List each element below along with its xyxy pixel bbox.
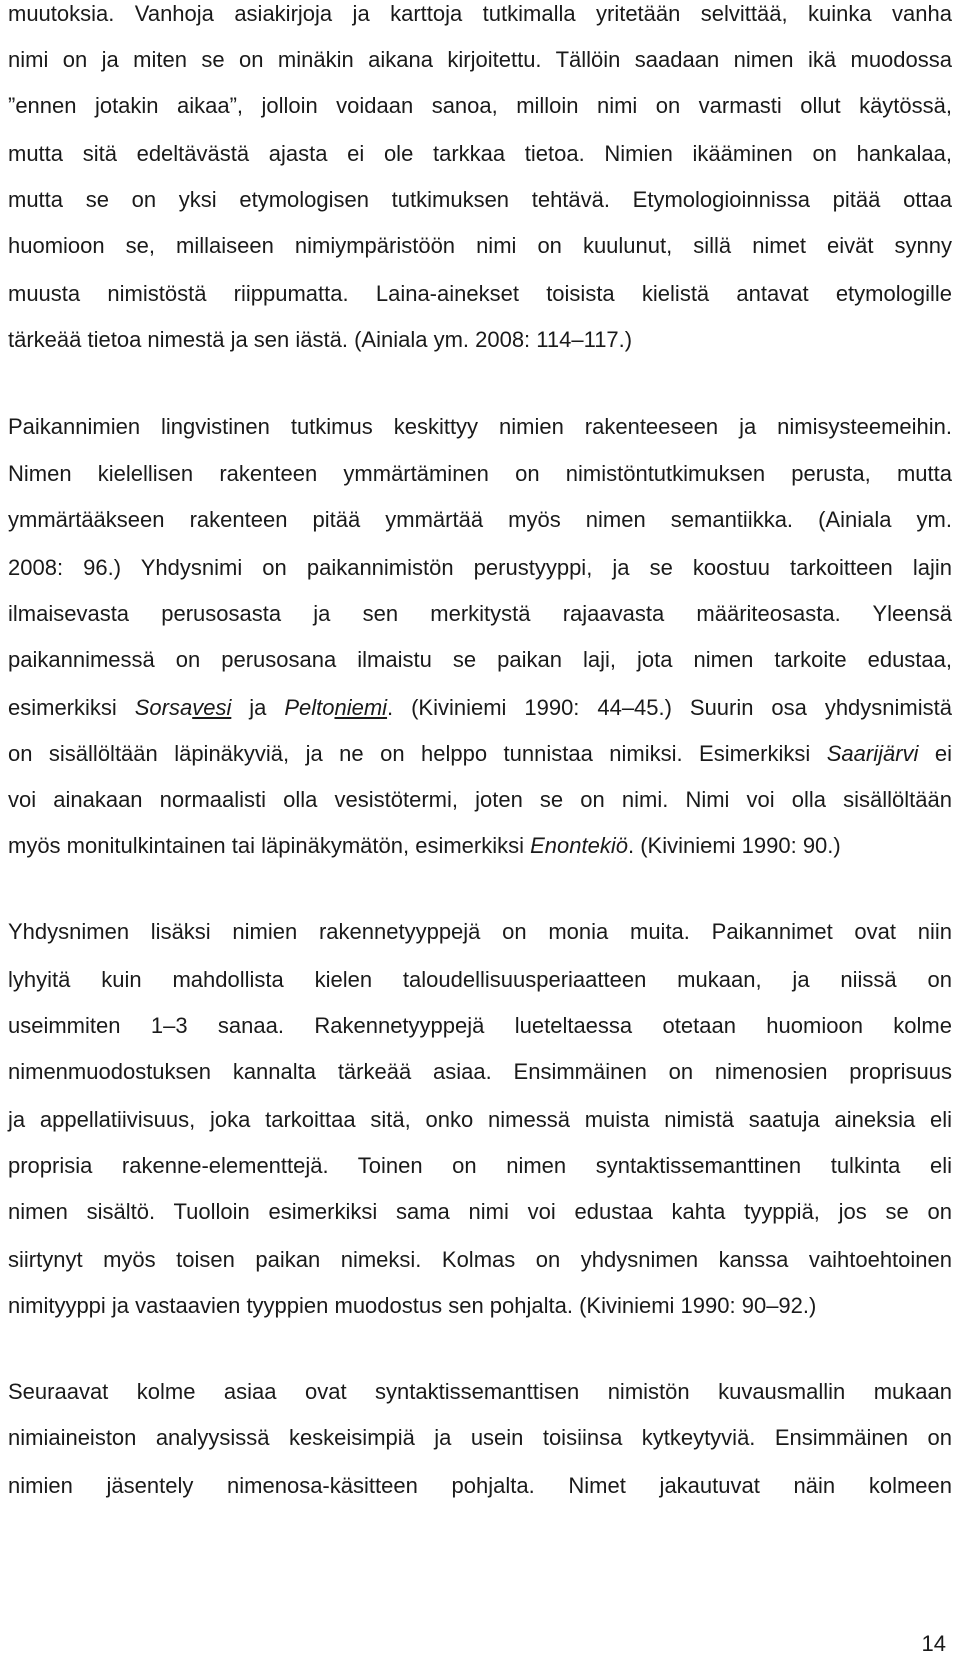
text-line — [8, 554, 952, 582]
text-segment: nimityyppi ja vastaavien tyyppien muodostus sen pohjalta. (Kiviniemi 1990: 90–92.) — [8, 1293, 817, 1318]
text-segment: paikannimessä on perusosana ilmaistu se paikan laji, jota nimen tarkoite edustaa, — [8, 647, 952, 672]
text-line — [8, 1106, 952, 1134]
text-segment: proprisia rakenne-elementtejä. Toinen on nimen syntaktissemanttinen tulkinta eli — [8, 1153, 952, 1178]
text-line — [8, 413, 952, 441]
text-line — [8, 1424, 952, 1452]
text-segment: nimien jäsentely nimenosa-käsitteen pohjalta. Nimet jakautuvat näin kolmeen — [8, 1473, 952, 1498]
text-segment: ymmärtääkseen rakenteen pitää ymmärtää myös nimen semantiikka. (Ainiala ym. — [8, 507, 952, 532]
text-line — [8, 740, 952, 768]
text-line — [8, 694, 952, 722]
text-line — [8, 0, 952, 28]
emphasized-text: Sorsa — [134, 695, 193, 720]
emphasized-text: Pelto — [284, 695, 335, 720]
text-line — [8, 832, 952, 860]
text-line — [8, 92, 952, 120]
text-line — [8, 1246, 952, 1274]
text-segment: nimen sisältö. Tuolloin esimerkiksi sama nimi voi edustaa kahta tyyppiä, jos se on — [8, 1199, 952, 1224]
text-segment: nimiaineiston analyysissä keskeisimpiä ja usein toisiinsa kytkeytyviä. Ensimmäinen on — [8, 1425, 952, 1450]
text-line — [8, 460, 952, 488]
text-segment: voi ainakaan normaalisti olla vesistötermi, joten se on nimi. Nimi voi olla sisällöltään — [8, 787, 952, 812]
emphasized-text: vesi — [192, 695, 232, 720]
text-line — [8, 1012, 952, 1040]
text-segment: ”ennen jotakin aikaa”, jolloin voidaan sanoa, milloin nimi on varmasti ollut käytössä, — [8, 93, 952, 118]
text-line — [8, 600, 952, 628]
text-segment: muusta nimistöstä riippumatta. Laina-ainekset toisista kielistä antavat etymologille — [8, 281, 952, 306]
text-segment: on sisällöltään läpinäkyviä, ja ne on helppo tunnistaa nimiksi. Esimerkiksi — [8, 741, 827, 766]
text-line — [8, 232, 952, 260]
text-segment: nimenmuodostuksen kannalta tärkeää asiaa. Ensimmäinen on nimenosien proprisuus — [8, 1059, 952, 1084]
text-line — [8, 918, 952, 946]
text-segment: lyhyitä kuin mahdollista kielen taloudellisuusperiaatteen mukaan, ja niissä on — [8, 967, 952, 992]
text-segment: huomioon se, millaiseen nimiympäristöön nimi on kuulunut, sillä nimet eivät synny — [8, 233, 952, 258]
text-line — [8, 140, 952, 168]
emphasized-text: Saarijärvi — [826, 741, 919, 766]
text-segment: Seuraavat kolme asiaa ovat syntaktissemanttisen nimistön kuvausmallin mukaan — [8, 1379, 952, 1404]
text-line — [8, 1152, 952, 1180]
text-segment: . (Kiviniemi 1990: 90.) — [627, 833, 841, 858]
text-segment: tärkeää tietoa nimestä ja sen iästä. (Ainiala ym. 2008: 114–117.) — [8, 327, 633, 352]
text-segment: . (Kiviniemi 1990: 44–45.) Suurin osa yhdysnimistä — [387, 695, 952, 720]
text-segment: 2008: 96.) Yhdysnimi on paikannimistön perustyyppi, ja se koostuu tarkoitteen lajin — [8, 555, 952, 580]
text-segment: myös monitulkintainen tai läpinäkymätön, esimerkiksi — [8, 833, 531, 858]
text-line — [8, 186, 952, 214]
text-segment: ilmaisevasta perusosasta ja sen merkitystä rajaavasta määriteosasta. Yleensä — [8, 601, 952, 626]
text-segment: ja — [231, 695, 285, 720]
text-line — [8, 1378, 952, 1406]
text-segment: Yhdysnimen lisäksi nimien rakennetyyppejä on monia muita. Paikannimet ovat niin — [8, 919, 952, 944]
emphasized-text: niemi — [334, 695, 388, 720]
text-segment: useimmiten 1–3 sanaa. Rakennetyyppejä lueteltaessa otetaan huomioon kolme — [8, 1013, 952, 1038]
text-line — [8, 1472, 952, 1500]
text-line — [8, 1198, 952, 1226]
text-segment: muutoksia. Vanhoja asiakirjoja ja karttoja tutkimalla yritetään selvittää, kuinka vanha — [8, 1, 952, 26]
text-line — [8, 326, 952, 354]
text-segment: ei — [918, 741, 952, 766]
text-line — [8, 506, 952, 534]
text-segment: Paikannimien lingvistinen tutkimus keskittyy nimien rakenteeseen ja nimisysteemeihin. — [8, 414, 952, 439]
text-line — [8, 966, 952, 994]
text-segment: siirtynyt myös toisen paikan nimeksi. Kolmas on yhdysnimen kanssa vaihtoehtoinen — [8, 1247, 952, 1272]
text-segment: mutta sitä edeltävästä ajasta ei ole tarkkaa tietoa. Nimien ikääminen on hankalaa, — [8, 141, 952, 166]
text-segment: esimerkiksi — [8, 695, 135, 720]
text-line — [8, 280, 952, 308]
text-line — [8, 646, 952, 674]
text-segment: mutta se on yksi etymologisen tutkimuksen tehtävä. Etymologioinnissa pitää ottaa — [8, 187, 952, 212]
text-segment: Nimen kielellisen rakenteen ymmärtäminen on nimistöntutkimuksen perusta, mutta — [8, 461, 952, 486]
emphasized-text: Enontekiö — [530, 833, 628, 858]
text-line — [8, 786, 952, 814]
text-segment: nimi on ja miten se on minäkin aikana kirjoitettu. Tällöin saadaan nimen ikä muodossa — [8, 47, 952, 72]
text-line — [8, 1292, 952, 1320]
text-line — [8, 46, 952, 74]
text-segment: ja appellatiivisuus, joka tarkoittaa sitä, onko nimessä muista nimistä saatuja aineksia eli — [8, 1107, 952, 1132]
text-line — [8, 1058, 952, 1086]
page-number: 14 — [921, 1631, 946, 1656]
